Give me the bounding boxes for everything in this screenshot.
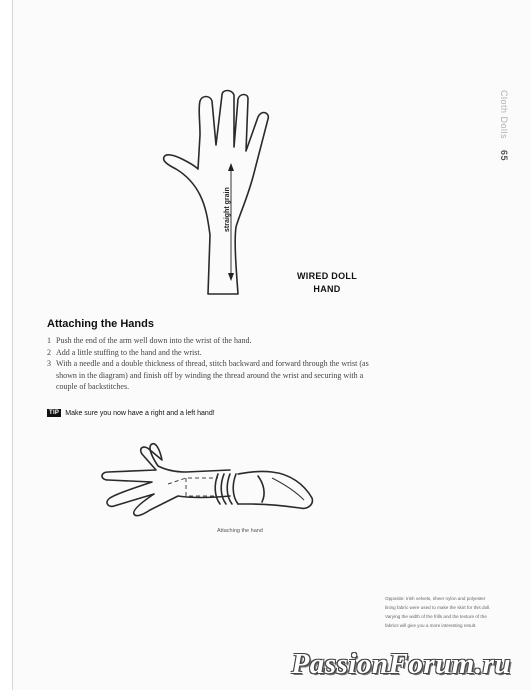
grain-arrow-bottom [228, 273, 234, 281]
page-number: 65 [499, 150, 509, 162]
grain-arrow-top [228, 163, 234, 171]
step-text: Add a little stuffing to the hand and the wrist. [56, 347, 202, 357]
hand-pattern-outline [164, 91, 269, 295]
running-head-title: Cloth Dolls [499, 90, 509, 140]
attaching-hand-diagram [90, 440, 320, 525]
photo-caption: Opposite: Irish velvets, sheer nylon and polyester lining fabric were used to make the skirt for this doll. Varying the width of the frills and the texture of the fabrics will give you a more interesting result. [385, 596, 491, 628]
site-watermark: PassionForum.ru [291, 648, 511, 680]
tip-box [47, 409, 215, 417]
pattern-title [287, 270, 367, 296]
tip-badge: TIP [49, 410, 60, 416]
tip-text: Make sure you now have a right and a left hand! [65, 409, 215, 417]
diagram-caption: Attaching the hand [217, 528, 263, 534]
diagram-hand-outline [102, 444, 230, 516]
grain-label: straight grain [224, 187, 231, 232]
pattern-title-line1: WIRED DOLL [297, 271, 357, 281]
step-number: 1 [47, 336, 51, 345]
running-head [499, 90, 509, 161]
step-text: Push the end of the arm well down into the wrist of the hand. [56, 336, 252, 345]
diagram-arm-fold [258, 476, 264, 502]
step-item [47, 335, 377, 347]
diagram-arm-crease [272, 478, 304, 500]
steps-list [47, 335, 377, 393]
step-number: 2 [47, 347, 51, 357]
diagram-wrist-wrap [215, 474, 238, 504]
step-number: 3 [47, 359, 51, 369]
diagram-arm [238, 471, 312, 508]
step-text: With a needle and a double thickness of thread, stitch backward and forward through the wrist (as shown in the diagram) and finish off by winding the thread around the wrist and securing with a couple of backstitches. [56, 359, 369, 392]
step-item [47, 358, 377, 393]
step-item [47, 347, 377, 359]
diagram-arm-inside [168, 478, 218, 496]
pattern-title-line2: HAND [313, 284, 341, 294]
section-heading: Attaching the Hands [47, 318, 154, 330]
